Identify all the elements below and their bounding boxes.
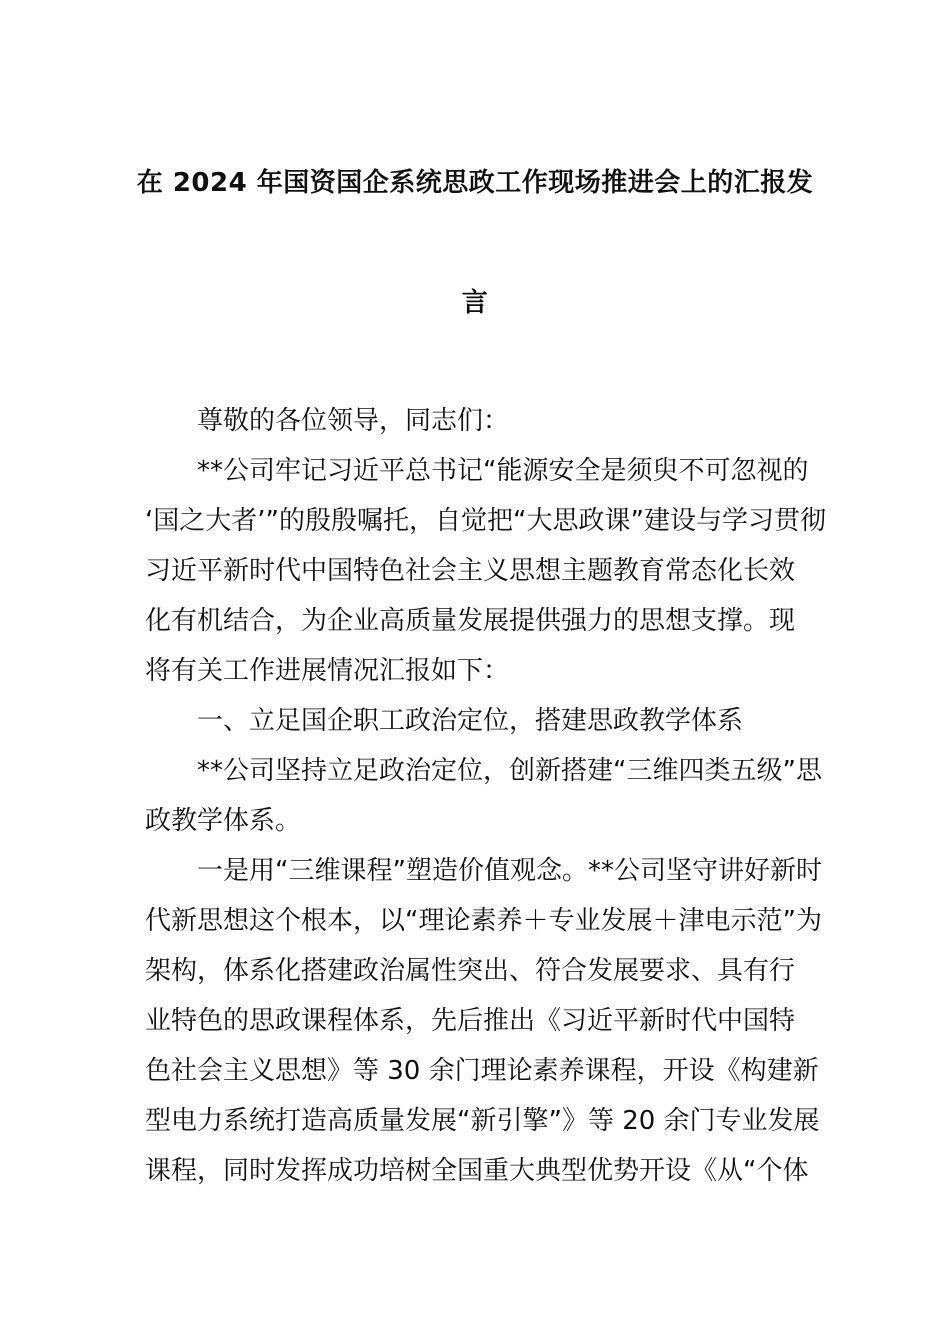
paragraph-line: 型电力系统打造高质量发展“新引擎”》等 20 余门专业发展 xyxy=(145,1106,820,1136)
paragraph-line: 代新思想这个根本，以“理论素养＋专业发展＋津电示范”为 xyxy=(145,906,822,936)
paragraph-line: 业特色的思政课程体系，先后推出《习近平新时代中国特 xyxy=(145,1006,796,1036)
paragraph-line: 一是用“三维课程”塑造价值观念。**公司坚守讲好新时 xyxy=(197,856,822,886)
paragraph-line: 架构，体系化搭建政治属性突出、符合发展要求、具有行 xyxy=(145,956,796,986)
paragraph-line: 色社会主义思想》等 30 余门理论素养课程，开设《构建新 xyxy=(145,1056,819,1086)
salutation: 尊敬的各位领导，同志们： xyxy=(197,406,510,436)
paragraph-line: 将有关工作进展情况汇报如下： xyxy=(145,656,510,686)
section-heading: 一、立足国企职工政治定位，搭建思政教学体系 xyxy=(197,706,744,736)
paragraph-line: **公司牢记习近平总书记“能源安全是须臾不可忽视的 xyxy=(197,456,809,486)
paragraph-line: 课程，同时发挥成功培树全国重大典型优势开设《从“个体 xyxy=(145,1156,809,1186)
paragraph-line: 政教学体系。 xyxy=(145,806,302,836)
paragraph-line: **公司坚持立足政治定位，创新搭建“三维四类五级”思 xyxy=(197,756,822,786)
paragraph-line: 习近平新时代中国特色社会主义思想主题教育常态化长效 xyxy=(145,556,796,586)
document-title-line-2: 言 xyxy=(461,288,489,318)
document-title-line-1: 在 2024 年国资国企系统思政工作现场推进会上的汇报发 xyxy=(136,168,814,198)
paragraph-line: ‘国之大者’”的殷殷嘱托，自觉把“大思政课”建设与学习贯彻 xyxy=(145,506,826,536)
paragraph-line: 化有机结合，为企业高质量发展提供强力的思想支撑。现 xyxy=(145,606,796,636)
document-body xyxy=(145,396,826,1196)
